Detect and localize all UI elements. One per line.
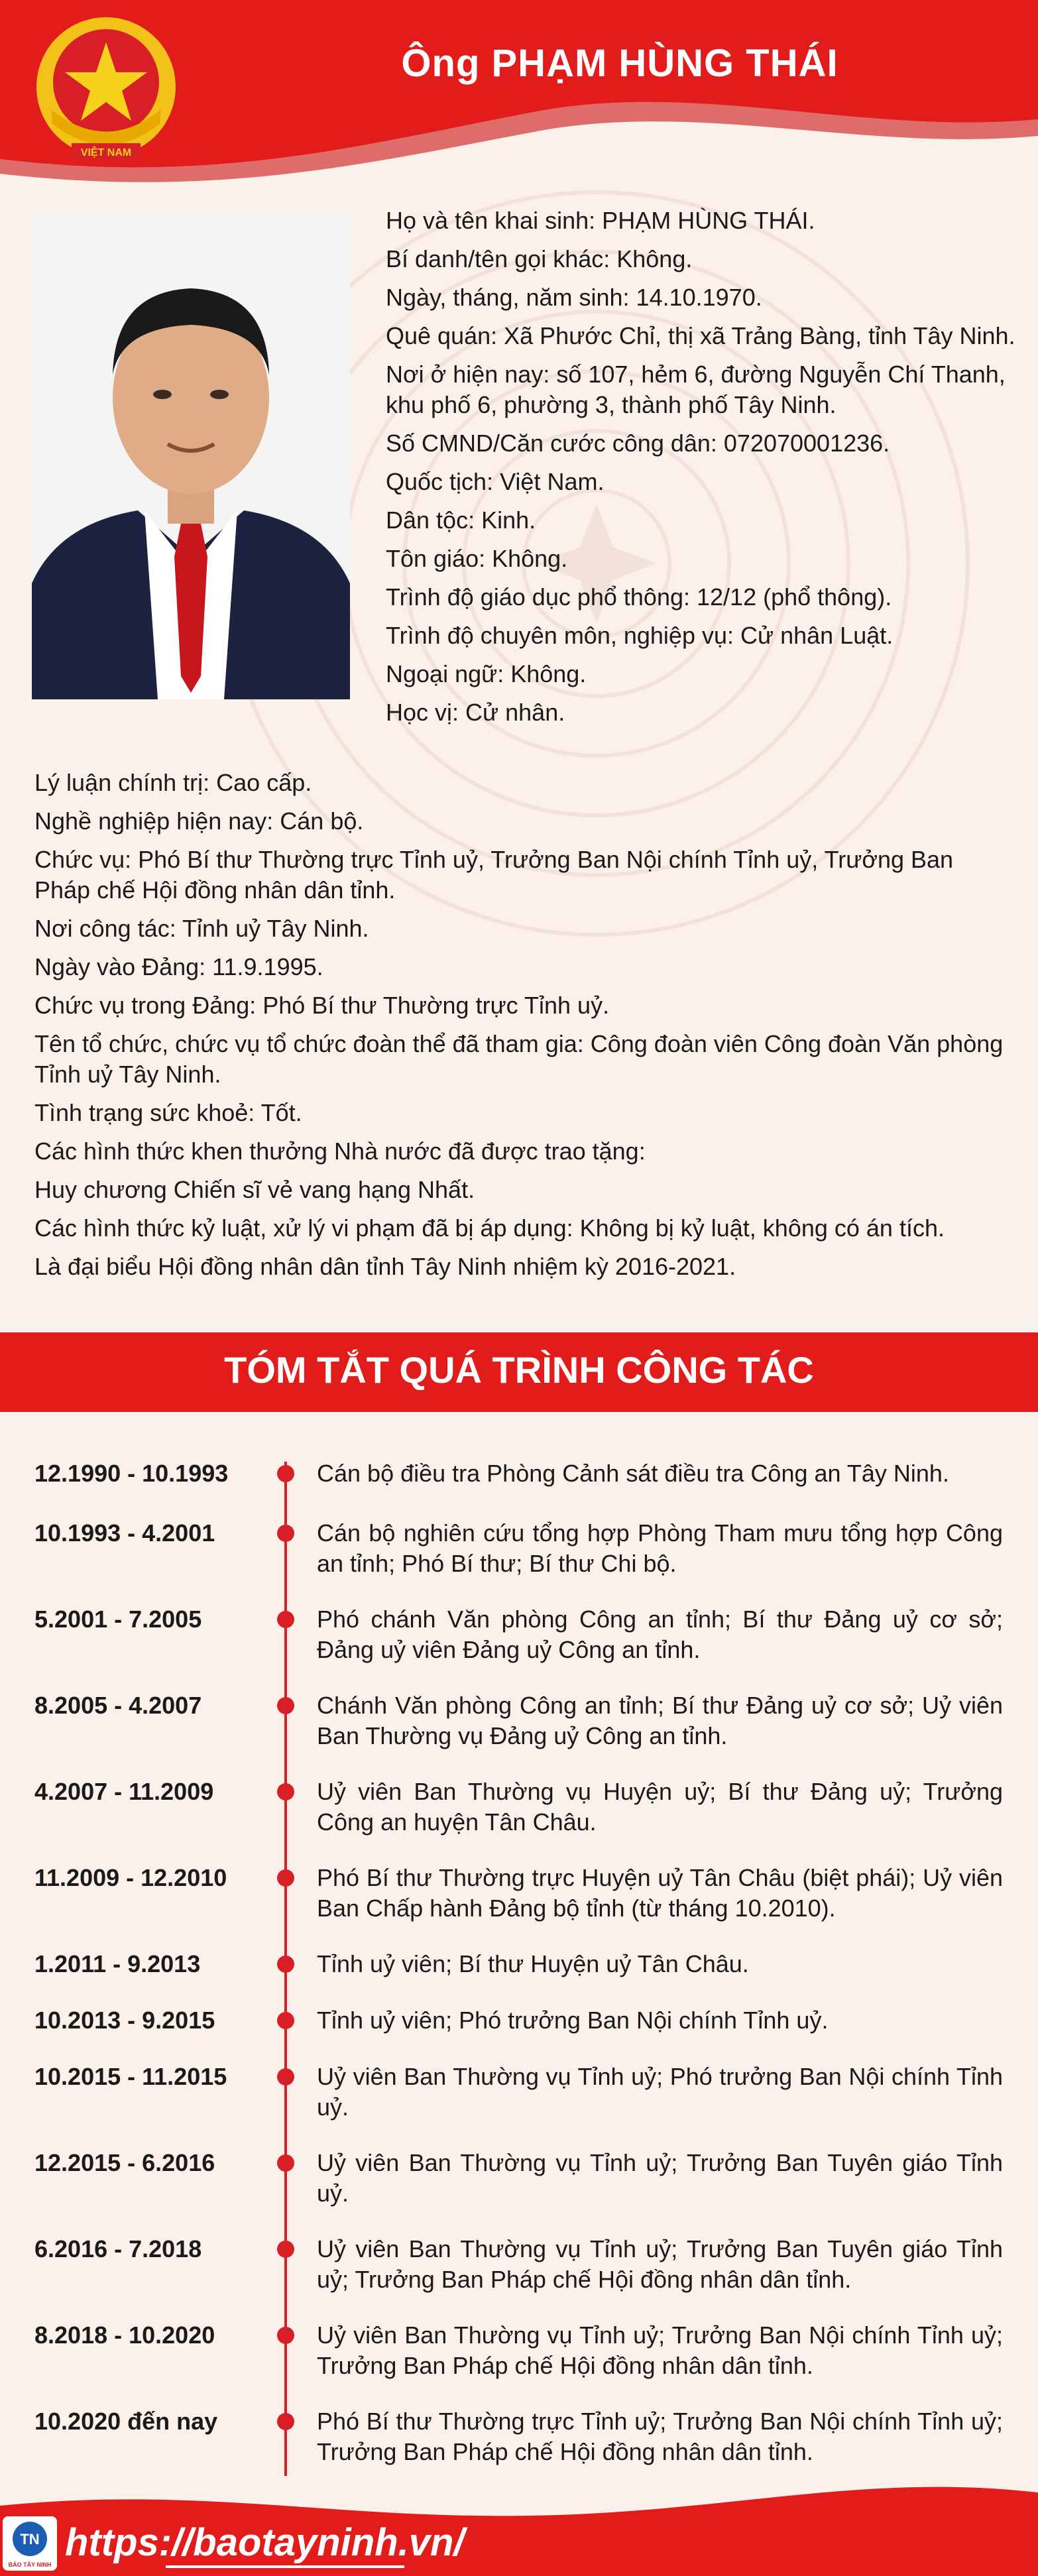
timeline-text: Tỉnh uỷ viên; Phó trưởng Ban Nội chính Tỉnh uỷ.	[317, 2007, 829, 2034]
timeline-date: 4.2007 - 11.2009	[34, 1778, 214, 1805]
profile-field: Bí danh/tên gọi khác: Không.	[386, 245, 693, 272]
profile-field: Học vị: Cử nhân.	[386, 699, 565, 726]
timeline-date: 10.2013 - 9.2015	[34, 2007, 215, 2034]
timeline-dot	[277, 2241, 294, 2258]
timeline-dot	[277, 1869, 294, 1887]
timeline-dot	[277, 1611, 294, 1628]
profile-field: Trình độ giáo dục phổ thông: 12/12 (phổ thông).	[386, 583, 892, 611]
timeline-text: Cán bộ nghiên cứu tổng hợp Phòng Tham mưu tổng hợp Công an tỉnh; Phó Bí thư; Bí thư Chi bộ.	[317, 1519, 1003, 1577]
page-title: Ông PHẠM HÙNG THÁI	[401, 42, 838, 85]
timeline-text: Phó Bí thư Thường trực Tỉnh uỷ; Trưởng Ban Nội chính Tỉnh uỷ; Trưởng Ban Pháp chế Hội đồng nhân dân tỉnh.	[317, 2408, 1003, 2465]
timeline-date: 8.2005 - 4.2007	[34, 1692, 202, 1719]
timeline-dot	[277, 1783, 294, 1800]
section-title: TÓM TẮT QUÁ TRÌNH CÔNG TÁC	[224, 1349, 814, 1391]
timeline-text: Tỉnh uỷ viên; Bí thư Huyện uỷ Tân Châu.	[317, 1950, 749, 1977]
profile-field: Tình trạng sức khoẻ: Tốt.	[34, 1099, 302, 1126]
portrait-photo	[32, 212, 350, 699]
profile-field: Các hình thức kỷ luật, xử lý vi phạm đã bị áp dụng: Không bị kỷ luật, không có án tích.	[34, 1214, 945, 1242]
profile-field: Chức vụ: Phó Bí thư Thường trực Tỉnh uỷ, Trưởng Ban Nội chính Tỉnh uỷ, Trưởng Ban Pháp chế Hội đồng nhân dân tỉnh.	[34, 846, 954, 904]
profile-field: Tôn giáo: Không.	[386, 545, 568, 572]
newspaper-logo	[3, 2516, 57, 2571]
timeline-text: Chánh Văn phòng Công an tỉnh; Bí thư Đảng uỷ cơ sở; Uỷ viên Ban Thường vụ Đảng uỷ Công an tỉnh.	[317, 1692, 1003, 1749]
profile-field: Họ và tên khai sinh: PHẠM HÙNG THÁI.	[386, 207, 815, 234]
timeline-dot	[277, 2327, 294, 2344]
timeline-text: Uỷ viên Ban Thường vụ Tỉnh uỷ; Trưởng Ban Nội chính Tỉnh uỷ; Trưởng Ban Pháp chế Hội đồng nhân dân tỉnh.	[317, 2321, 1003, 2379]
profile-field: Là đại biểu Hội đồng nhân dân tỉnh Tây Ninh nhiệm kỳ 2016-2021.	[34, 1253, 736, 1280]
profile-field: Nơi ở hiện nay: số 107, hẻm 6, đường Nguyễn Chí Thanh, khu phố 6, phường 3, thành phố Tây Ninh.	[386, 361, 1006, 418]
logo-text: BÁO TÂY NINH	[8, 2561, 52, 2568]
url-underline	[166, 2565, 404, 2568]
timeline-text: Uỷ viên Ban Thường vụ Tỉnh uỷ; Phó trưởng Ban Nội chính Tỉnh uỷ.	[317, 2063, 1003, 2121]
svg-text:TN: TN	[20, 2531, 40, 2547]
profile-field: Chức vụ trong Đảng: Phó Bí thư Thường trực Tỉnh uỷ.	[34, 992, 610, 1019]
profile-field: Ngày vào Đảng: 11.9.1995.	[34, 953, 323, 980]
timeline-date: 1.2011 - 9.2013	[34, 1950, 201, 1977]
timeline-text: Phó Bí thư Thường trực Huyện uỷ Tân Châu (biệt phái); Uỷ viên Ban Chấp hành Đảng bộ tỉnh (từ tháng 10.2010).	[317, 1864, 1003, 1922]
timeline-date: 11.2009 - 12.2010	[34, 1864, 227, 1891]
website-url-link[interactable]: https://baotayninh.vn/	[65, 2521, 465, 2564]
footer-banner	[0, 2479, 1038, 2576]
profile-field: Quốc tịch: Việt Nam.	[386, 468, 605, 495]
timeline-date: 5.2001 - 7.2005	[34, 1606, 202, 1633]
profile-field: Ngày, tháng, năm sinh: 14.10.1970.	[386, 284, 762, 311]
timeline-text: Uỷ viên Ban Thường vụ Tỉnh uỷ; Trưởng Ban Tuyên giáo Tỉnh uỷ.	[317, 2149, 1003, 2207]
timeline-date: 12.1990 - 10.1993	[34, 1460, 229, 1487]
timeline-date: 10.1993 - 4.2001	[34, 1519, 215, 1547]
profile-field: Huy chương Chiến sĩ vẻ vang hạng Nhất.	[34, 1176, 475, 1203]
profile-fields-right	[386, 205, 1015, 736]
timeline-dot	[277, 1697, 294, 1714]
timeline-date: 8.2018 - 10.2020	[34, 2321, 215, 2349]
timeline-dot	[277, 2068, 294, 2085]
profile-field: Dân tộc: Kinh.	[386, 506, 536, 534]
timeline-date: 10.2015 - 11.2015	[34, 2063, 227, 2090]
profile-field: Lý luận chính trị: Cao cấp.	[34, 769, 312, 796]
profile-field: Nơi công tác: Tỉnh uỷ Tây Ninh.	[34, 915, 369, 942]
timeline-text: Uỷ viên Ban Thường vụ Tỉnh uỷ; Trưởng Ban Tuyên giáo Tỉnh uỷ; Trưởng Ban Pháp chế Hội đồng nhân dân tỉnh.	[317, 2235, 1003, 2293]
profile-field: Các hình thức khen thưởng Nhà nước đã được trao tặng:	[34, 1138, 646, 1165]
timeline-dot	[277, 1525, 294, 1542]
timeline-text: Cán bộ điều tra Phòng Cảnh sát điều tra Công an Tây Ninh.	[317, 1460, 949, 1487]
timeline-dot	[277, 2154, 294, 2172]
profile-field: Nghề nghiệp hiện nay: Cán bộ.	[34, 807, 364, 835]
timeline-dot	[277, 2012, 294, 2029]
timeline-dot	[277, 2413, 294, 2430]
emblem-text: VIỆT NAM	[80, 147, 132, 158]
profile-field: Tên tổ chức, chức vụ tổ chức đoàn thể đã tham gia: Công đoàn viên Công đoàn Văn phòng Tỉnh uỷ Tây Ninh.	[34, 1030, 1004, 1088]
profile-fields-full	[34, 768, 1015, 1290]
timeline-text: Phó chánh Văn phòng Công an tỉnh; Bí thư Đảng uỷ cơ sở; Đảng uỷ viên Đảng uỷ Công an tỉnh.	[317, 1606, 1003, 1663]
timeline-date: 10.2020 đến nay	[34, 2408, 218, 2435]
profile-field: Trình độ chuyên môn, nghiệp vụ: Cử nhân Luật.	[386, 622, 894, 649]
national-emblem-logo	[25, 11, 188, 173]
timeline-text: Uỷ viên Ban Thường vụ Huyện uỷ; Bí thư Đảng uỷ; Trưởng Công an huyện Tân Châu.	[317, 1778, 1003, 1836]
profile-field: Số CMND/Căn cước công dân: 072070001236.	[386, 430, 890, 457]
profile-field: Quê quán: Xã Phước Chỉ, thị xã Trảng Bàng, tỉnh Tây Ninh.	[386, 322, 1015, 349]
timeline-dot	[277, 1465, 294, 1482]
profile-field: Ngoại ngữ: Không.	[386, 660, 587, 687]
timeline-date: 12.2015 - 6.2016	[34, 2149, 215, 2176]
timeline-dot	[277, 1956, 294, 1973]
timeline-date: 6.2016 - 7.2018	[34, 2235, 202, 2262]
